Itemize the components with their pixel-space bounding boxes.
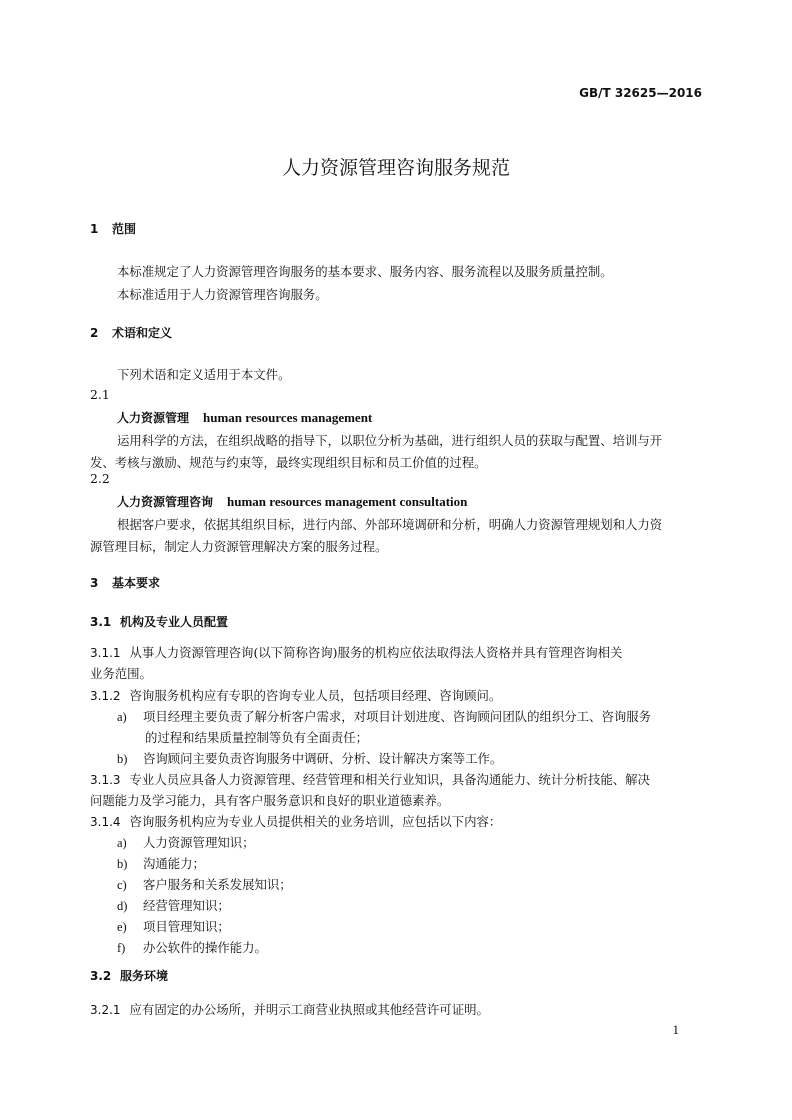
term-chinese: 人力资源管理 [117,411,190,425]
list-text: 咨询顾问主要负责咨询服务中调研、分析、设计解决方案等工作。 [143,751,503,766]
section-title: 基本要求 [112,576,161,590]
section-title: 范围 [112,222,137,236]
subsection-title: 服务环境 [120,969,169,983]
list-label: e) [117,920,127,934]
clause-text: 专业人员应具备人力资源管理、经营管理和相关行业知识，具备沟通能力、统计分析技能、解决 [129,772,650,787]
list-item [117,854,205,872]
section-2-heading [90,324,172,341]
list-item [117,707,651,725]
clause-3-1-4 [90,812,501,830]
term-chinese: 人力资源管理咨询 [117,495,214,509]
subsection-3-2-heading [90,967,168,984]
list-label: a) [117,836,127,850]
section-1-heading [90,220,136,237]
page-number: 1 [672,1022,679,1037]
list-item [117,917,230,935]
list-text: 项目经理主要负责了解分析客户需求，对项目计划进度、咨询顾问团队的组织分工、咨询服务 [143,709,652,724]
subsection-3-1-heading [90,613,228,630]
paragraph: 下列术语和定义适用于本文件。 [117,367,291,382]
term-definition-line: 根据客户要求，依据其组织目标，进行内部、外部环境调研和分析，明确人力资源管理规划和人力资 [117,517,663,532]
list-item [117,749,502,767]
list-label: f) [117,941,126,955]
section-3-heading [90,574,160,591]
clause-number: 3.1.1 [90,646,121,660]
list-text: 客户服务和关系发展知识； [143,877,292,892]
clause-number: 3.1.4 [90,815,121,829]
list-label: a) [117,710,127,724]
term-number: 2.2 [90,471,110,486]
term-number: 2.1 [90,387,110,402]
clause-continuation: 业务范围。 [90,666,152,681]
page-title: 人力资源管理咨询服务规范 [281,157,510,179]
list-item [117,938,267,956]
term-definition-line: 源管理目标，制定人力资源管理解决方案的服务过程。 [90,539,388,554]
list-text: 经营管理知识； [143,898,230,913]
clause-3-1-1 [90,643,622,661]
term-english: human resources management consultation [227,494,468,509]
term-definition-line: 运用科学的方法，在组织战略的指导下，以职位分析为基础，进行组织人员的获取与配置、培训与开 [117,433,663,448]
list-text: 项目管理知识； [143,919,230,934]
list-text: 沟通能力； [143,856,205,871]
term-heading [117,409,372,426]
clause-3-2-1 [90,1000,489,1018]
clause-number: 3.2.1 [90,1003,121,1017]
list-label: d) [117,899,128,913]
list-item-continuation: 的过程和结果质量控制等负有全面责任； [145,730,369,745]
clause-3-1-2 [90,686,501,704]
clause-text: 咨询服务机构应为专业人员提供相关的业务培训，应包括以下内容： [129,814,502,829]
subsection-title: 机构及专业人员配置 [120,615,229,629]
term-english: human resources management [203,410,373,425]
term-definition-line: 发、考核与激励、规范与约束等，最终实现组织目标和员工价值的过程。 [90,455,487,470]
clause-text: 咨询服务机构应有专职的咨询专业人员，包括项目经理、咨询顾问。 [129,688,502,703]
clause-text: 应有固定的办公场所，并明示工商营业执照或其他经营许可证明。 [129,1002,489,1017]
standard-number: GB/T 32625—2016 [579,86,702,100]
section-number: 2 [90,326,99,340]
clause-number: 3.1.3 [90,773,121,787]
list-label: b) [117,857,128,871]
list-label: b) [117,752,128,766]
list-text: 办公软件的操作能力。 [143,940,267,955]
list-text: 人力资源管理知识； [143,835,255,850]
clause-number: 3.1.2 [90,689,121,703]
clause-text: 从事人力资源管理咨询(以下简称咨询)服务的机构应依法取得法人资格并具有管理咨询相关 [129,645,623,660]
paragraph: 本标准规定了人力资源管理咨询服务的基本要求、服务内容、服务流程以及服务质量控制。 [117,264,613,279]
list-item [117,833,255,851]
list-label: c) [117,878,127,892]
section-number: 1 [90,222,99,236]
paragraph: 本标准适用于人力资源管理咨询服务。 [117,287,328,302]
term-heading [117,493,467,510]
list-item [117,875,292,893]
section-title: 术语和定义 [112,326,173,340]
clause-3-1-3 [90,770,650,788]
section-number: 3 [90,576,99,590]
subsection-number: 3.1 [90,615,112,629]
clause-continuation: 问题能力及学习能力，具有客户服务意识和良好的职业道德素养。 [90,793,450,808]
subsection-number: 3.2 [90,969,112,983]
list-item [117,896,230,914]
